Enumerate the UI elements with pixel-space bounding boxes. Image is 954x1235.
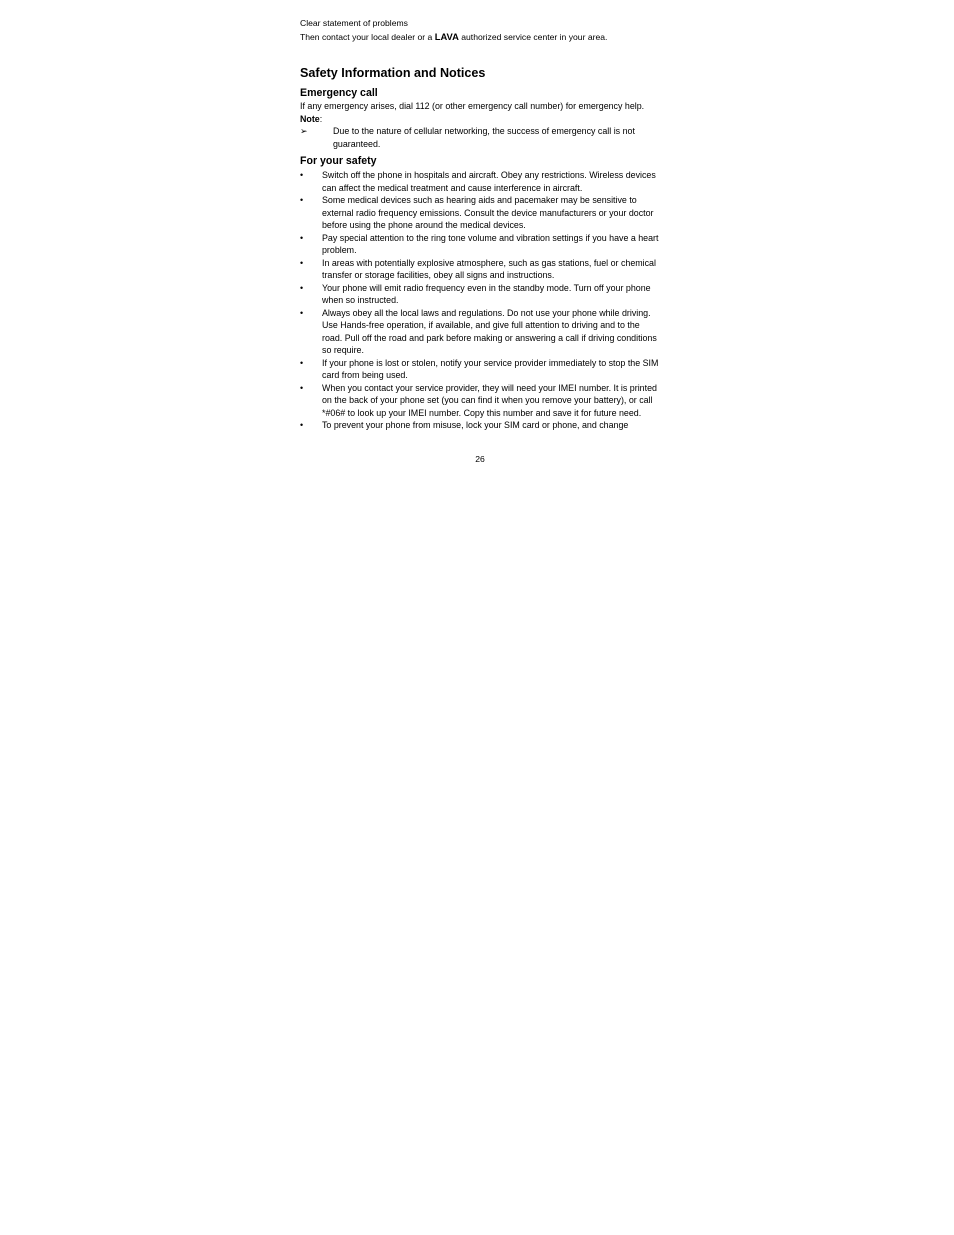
note-label-line	[300, 113, 660, 126]
list-item	[300, 232, 660, 257]
note-label: Note	[300, 113, 320, 124]
bullet-icon: •	[300, 282, 304, 293]
brand-name: LAVA	[434, 31, 459, 42]
list-item-text: If your phone is lost or stolen, notify your service provider immediately to stop the SIM card from being used.	[322, 357, 659, 381]
list-item-text: Some medical devices such as hearing aids and pacemaker may be sensitive to external radio frequency emissions. Consult the device manufacturers or your doctor before using the phone around the medical devices.	[322, 195, 654, 231]
intro-line-1: Clear statement of problems	[300, 18, 408, 28]
list-item	[300, 382, 660, 420]
safety-list	[300, 169, 660, 432]
note-text: Due to the nature of cellular networking, the success of emergency call is not guaranteed.	[333, 126, 635, 149]
intro-line-2-after: authorized service center in your area.	[458, 32, 608, 42]
note-colon: :	[319, 113, 323, 124]
intro-line-2-before: Then contact your local dealer or a	[300, 32, 435, 42]
bullet-icon: •	[300, 257, 304, 268]
list-item	[300, 169, 660, 194]
list-item	[300, 357, 660, 382]
list-item-text: To prevent your phone from misuse, lock your SIM card or phone, and change	[322, 420, 629, 431]
list-item-text: Your phone will emit radio frequency even in the standby mode. Turn off your phone when so instructed.	[322, 282, 651, 306]
bullet-icon: •	[300, 307, 304, 318]
emergency-heading: Emergency call	[300, 87, 378, 99]
list-item	[300, 282, 660, 307]
document-page	[300, 17, 660, 432]
section-title: Safety Information and Notices	[300, 66, 486, 80]
intro-line-2	[300, 30, 660, 44]
list-item	[300, 194, 660, 232]
list-item	[300, 419, 660, 432]
page-number: 26	[475, 454, 485, 464]
bullet-icon: •	[300, 420, 304, 431]
list-item-text: Pay special attention to the ring tone volume and vibration settings if you have a heart problem.	[322, 232, 659, 256]
bullet-icon: •	[300, 357, 304, 368]
bullet-icon: •	[300, 195, 304, 206]
list-item	[300, 257, 660, 282]
safety-heading: For your safety	[300, 155, 377, 168]
bullet-icon: •	[300, 170, 304, 181]
bullet-icon: •	[300, 232, 304, 243]
list-item-text: In areas with potentially explosive atmosphere, such as gas stations, fuel or chemical transfer or storage facilities, obey all signs and instructions.	[322, 257, 656, 281]
intro-block	[300, 17, 660, 44]
list-item-text: Switch off the phone in hospitals and aircraft. Obey any restrictions. Wireless devices can affect the medical treatment and cause interference in aircraft.	[322, 170, 656, 193]
list-item	[300, 307, 660, 357]
list-item-text: Always obey all the local laws and regulations. Do not use your phone while driving. Use Hands-free operation, if available, and give full attention to driving and to the road. Pull off the road and park before making or answering a call if driving conditions so require.	[322, 307, 657, 356]
emergency-body: If any emergency arises, dial 112 (or other emergency call number) for emergency help.	[300, 101, 645, 111]
bullet-icon: •	[300, 382, 304, 393]
note-item	[300, 125, 660, 150]
arrow-bullet-icon: ➢	[300, 126, 308, 137]
list-item-text: When you contact your service provider, they will need your IMEI number. It is printed on the back of your phone set (you can find it when you remove your battery), or call *#06# to look up your IMEI number. Copy this number and save it for future need.	[322, 382, 657, 418]
